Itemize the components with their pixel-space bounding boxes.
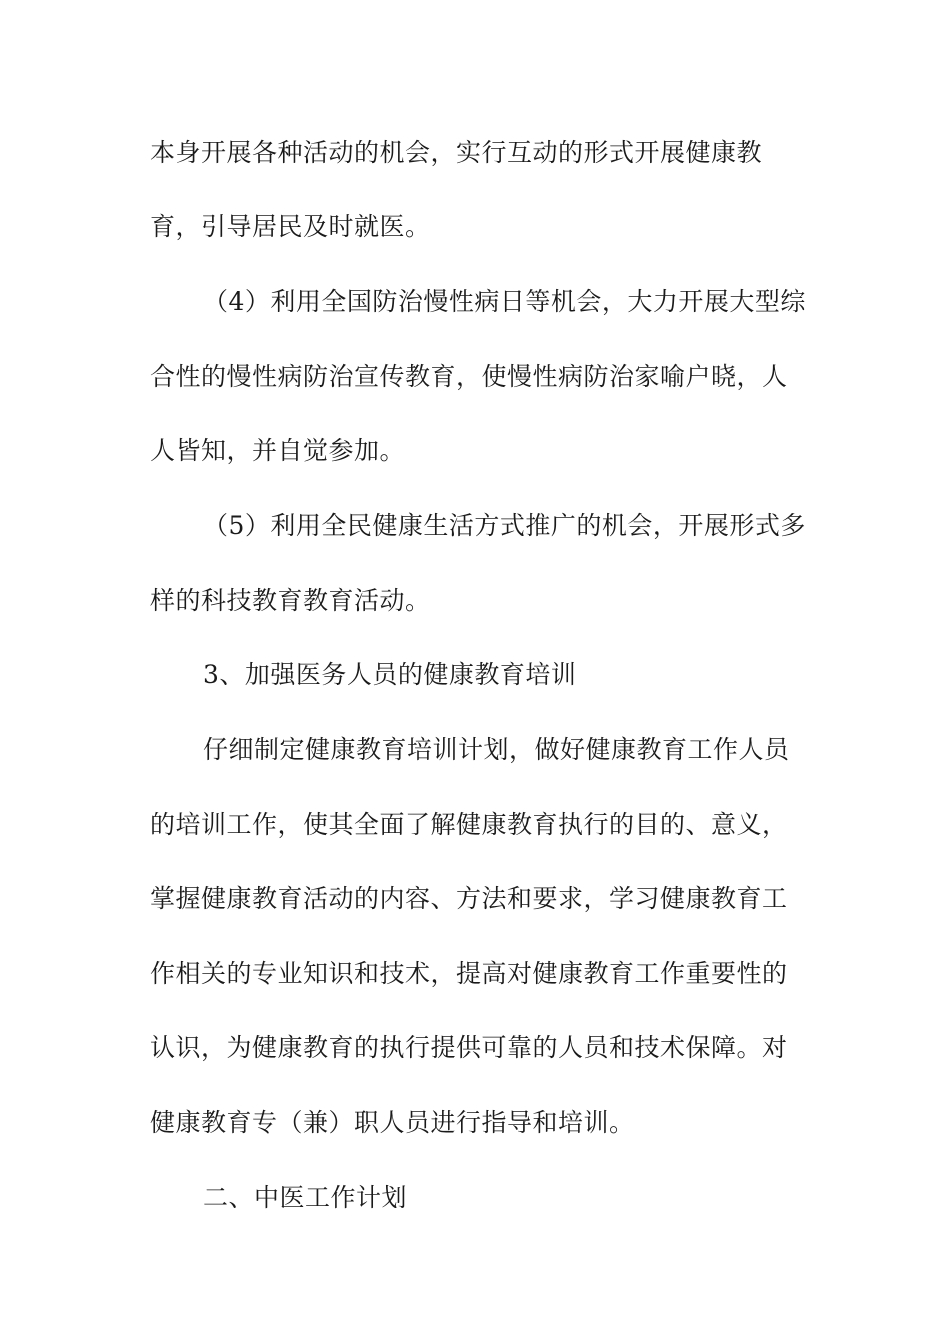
text-line: 合性的慢性病防治宣传教育，使慢性病防治家喻户晓，人 <box>150 362 788 391</box>
text-line: 样的科技教育教育活动。 <box>150 586 431 615</box>
text-line: 仔细制定健康教育培训计划，做好健康教育工作人员 <box>203 735 790 764</box>
text-line: 人皆知，并自觉参加。 <box>150 436 406 465</box>
text-line: 育，引导居民及时就医。 <box>150 212 431 241</box>
section-heading: 3、加强医务人员的健康教育培训 <box>203 660 577 689</box>
text-line: 认识，为健康教育的执行提供可靠的人员和技术保障。对 <box>150 1033 788 1062</box>
text-line: 本身开展各种活动的机会，实行互动的形式开展健康教 <box>150 138 763 167</box>
section-heading: 二、中医工作计划 <box>203 1183 408 1212</box>
text-line: 掌握健康教育活动的内容、方法和要求，学习健康教育工 <box>150 884 788 913</box>
text-line: 健康教育专（兼）职人员进行指导和培训。 <box>150 1108 635 1137</box>
text-line: （5）利用全民健康生活方式推广的机会，开展形式多 <box>203 511 806 540</box>
text-line: 作相关的专业知识和技术，提高对健康教育工作重要性的 <box>150 959 788 988</box>
text-line: （4）利用全国防治慢性病日等机会，大力开展大型综 <box>203 287 806 316</box>
text-line: 的培训工作，使其全面了解健康教育执行的目的、意义， <box>150 810 788 839</box>
